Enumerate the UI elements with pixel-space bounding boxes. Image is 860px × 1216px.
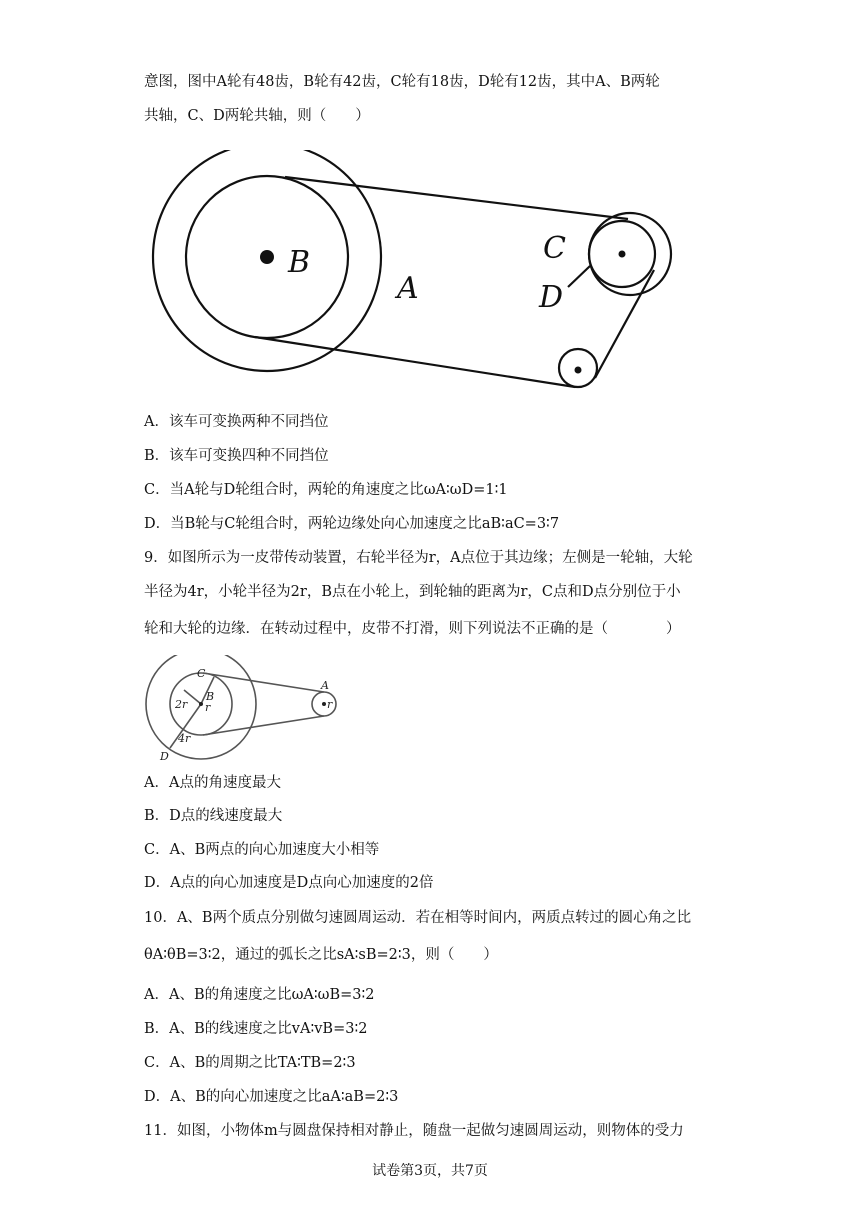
q10-line-1: 10．A、B两个质点分别做匀速圆周运动．若在相等时间内，两质点转过的圆心角之比	[144, 910, 692, 926]
label-d-small: D	[160, 750, 169, 763]
q10-option-b: B．A、B的线速度之比vA∶vB=3∶2	[144, 1021, 368, 1037]
q9-option-b: B．D点的线速度最大	[144, 808, 283, 824]
page-footer: 试卷第3页，共7页	[372, 1163, 488, 1179]
gear-diagram	[140, 150, 680, 400]
q8-option-c: C．当A轮与D轮组合时，两轮的角速度之比ωA∶ωD=1∶1	[144, 482, 508, 498]
q9-option-c: C．A、B两点的向心加速度大小相等	[144, 842, 380, 858]
intro-line-1: 意图，图中A轮有48齿，B轮有42齿，C轮有18齿，D轮有12齿，其中A、B两轮	[144, 74, 660, 90]
q10-option-c: C．A、B的周期之比TA∶TB=2∶3	[144, 1055, 356, 1071]
label-b-small: B	[206, 690, 215, 703]
label-r-right: r	[327, 698, 333, 711]
belt-drive-diagram	[140, 655, 350, 765]
label-c-small: C	[197, 667, 206, 680]
q9-line-3: 轮和大轮的边缘．在转动过程中，皮带不打滑，则下列说法不正确的是（ ）	[144, 621, 681, 637]
q10-line-2: θA∶θB=3∶2，通过的弧长之比sA∶sB=2∶3，则（ ）	[144, 947, 498, 963]
label-4r: 4r	[178, 732, 191, 745]
intro-line-2: 共轴，C、D两轮共轴，则（ ）	[144, 108, 370, 124]
label-b: B	[288, 245, 311, 280]
label-d: D	[539, 280, 564, 315]
label-2r: 2r	[175, 698, 188, 711]
q9-line-1: 9．如图所示为一皮带传动装置，右轮半径为r，A点位于其边缘；左侧是一轮轴，大轮	[144, 550, 693, 566]
q8-option-a: A．该车可变换两种不同挡位	[144, 414, 329, 430]
label-r-inner: r	[205, 701, 211, 714]
q9-option-d: D．A点的向心加速度是D点向心加速度的2倍	[144, 875, 434, 891]
q9-option-a: A．A点的角速度最大	[144, 775, 281, 791]
q9-line-2: 半径为4r，小轮半径为2r，B点在小轮上，到轮轴的距离为r，C点和D点分别位于小	[144, 584, 681, 600]
q11-line-1: 11．如图，小物体m与圆盘保持相对静止，随盘一起做匀速圆周运动，则物体的受力	[144, 1123, 684, 1139]
q10-option-a: A．A、B的角速度之比ωA∶ωB=3∶2	[144, 987, 375, 1003]
label-a: A	[397, 271, 419, 306]
q10-option-d: D．A、B的向心加速度之比aA∶aB=2∶3	[144, 1089, 399, 1105]
q8-option-d: D．当B轮与C轮组合时，两轮边缘处向心加速度之比aB∶aC=3∶7	[144, 516, 560, 532]
label-c: C	[543, 231, 566, 266]
q8-option-b: B．该车可变换四种不同挡位	[144, 448, 329, 464]
label-a-small: A	[321, 679, 329, 692]
